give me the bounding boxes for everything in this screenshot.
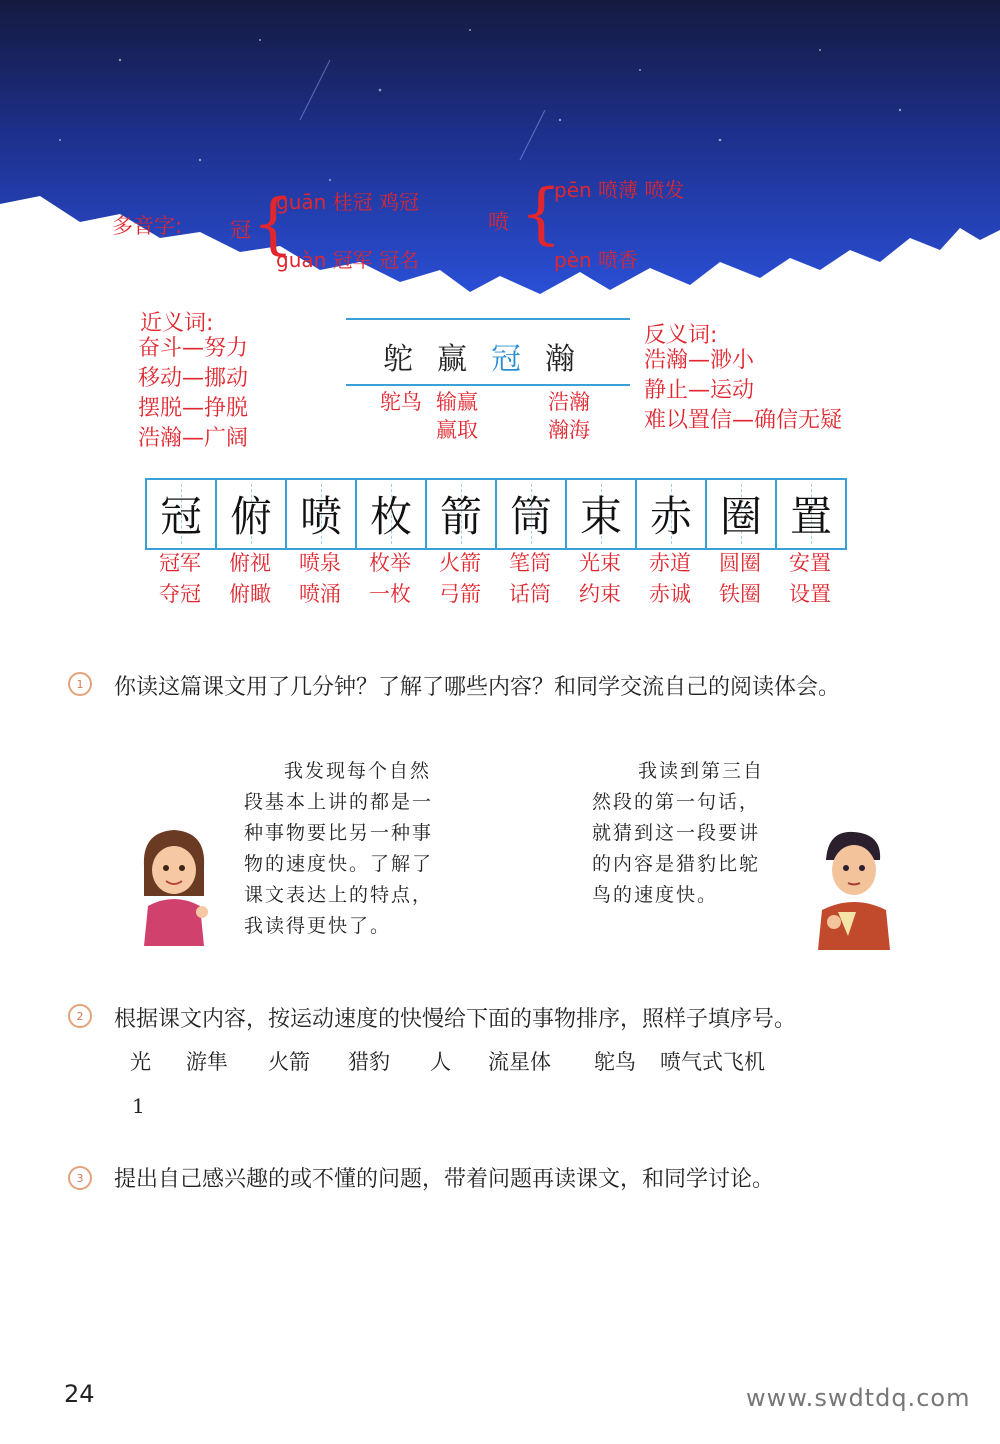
bubble-line: 课文表达上的特点， — [244, 884, 434, 906]
guan-reading-1: guān 桂冠 鸡冠 — [276, 190, 420, 214]
sort-item: 喷气式飞机 — [660, 1050, 765, 1074]
bubble-line: 物的速度快。了解了 — [244, 853, 434, 875]
question-3: 提出自己感兴趣的或不懂的问题，带着问题再读课文，和同学讨论。 — [114, 1167, 775, 1192]
synonym-item: 移动—挪动 — [138, 366, 249, 391]
bubble-line: 我读得更快了。 — [244, 915, 392, 937]
synonyms-title: 近义词: — [140, 311, 214, 336]
grid-cell: 箭 — [427, 480, 497, 548]
synonym-item: 奋斗—努力 — [138, 336, 249, 361]
antonyms-title: 反义词: — [644, 323, 718, 348]
word-column: 冠军 夺冠 — [159, 551, 201, 606]
brace-left-1: { — [252, 185, 294, 262]
recognize-word: 输赢 — [436, 390, 478, 414]
word-column: 火箭 弓箭 — [439, 551, 481, 606]
sort-item: 人 — [430, 1050, 451, 1074]
page-number: 24 — [64, 1380, 95, 1408]
recognize-chars — [383, 334, 575, 378]
synonym-item: 浩瀚—广阔 — [138, 426, 249, 451]
grid-cell: 束 — [567, 480, 637, 548]
antonym-item: 难以置信—确信无疑 — [644, 408, 843, 433]
girl-speech-bubble — [244, 756, 484, 942]
bubble-line: 种事物要比另一种事 — [244, 822, 434, 844]
word-column: 光束 约束 — [579, 551, 621, 606]
question-1: 你读这篇课文用了几分钟？了解了哪些内容？和同学交流自己的阅读体会。 — [114, 675, 841, 700]
bubble-line: 然段的第一句话， — [592, 791, 761, 813]
brace-left-2: { — [520, 175, 562, 252]
grid-cell: 赤 — [637, 480, 707, 548]
sort-items — [130, 1046, 765, 1076]
sort-example-number: 1 — [132, 1094, 145, 1118]
bubble-line: 段基本上讲的都是一 — [244, 791, 434, 813]
recognize-word: 鸵鸟 — [380, 390, 422, 414]
question-2: 根据课文内容，按运动速度的快慢给下面的事物排序，照样子填序号。 — [114, 1007, 797, 1032]
recognize-char-highlight: 冠 — [491, 342, 521, 377]
sort-item: 鸵鸟 — [594, 1050, 636, 1074]
pen-reading-1: pēn 喷薄 喷发 — [554, 178, 685, 202]
recognize-char: 赢 — [437, 342, 467, 377]
bubble-line: 鸟的速度快。 — [592, 884, 719, 906]
sort-item: 火箭 — [268, 1050, 310, 1074]
antonym-item: 浩瀚—渺小 — [644, 348, 755, 373]
boy-illustration — [812, 826, 892, 950]
grid-cell: 枚 — [357, 480, 427, 548]
sort-item: 猎豹 — [348, 1050, 390, 1074]
girl-illustration — [134, 826, 214, 946]
sort-item: 游隼 — [186, 1050, 228, 1074]
recognize-top-line — [346, 318, 630, 320]
bubble-line: 我发现每个自然 — [284, 760, 432, 782]
guan-reading-2: guàn 冠军 冠名 — [276, 248, 420, 272]
bubble-line: 的内容是猎豹比鸵 — [592, 853, 761, 875]
word-column: 安置 设置 — [789, 551, 831, 606]
bubble-line: 我读到第三自 — [638, 760, 765, 782]
word-column: 圆圈 铁圈 — [719, 551, 761, 606]
website-watermark: www.swdtdq.com — [746, 1384, 971, 1412]
writing-char-grid — [145, 478, 847, 550]
sort-item: 光 — [130, 1050, 151, 1074]
boy-speech-bubble — [592, 756, 812, 911]
polyphone-char-guan: 冠 — [230, 218, 251, 242]
word-column: 赤道 赤诚 — [649, 551, 691, 606]
grid-cell: 圈 — [707, 480, 777, 548]
polyphone-char-pen: 喷 — [488, 210, 509, 234]
word-examples — [145, 548, 845, 610]
sort-item: 流星体 — [488, 1050, 551, 1074]
bubble-line: 就猜到这一段要讲 — [592, 822, 761, 844]
question-3-icon: 3 — [68, 1166, 92, 1190]
word-column: 枚举 一枚 — [369, 551, 411, 606]
recognize-word: 浩瀚 — [548, 390, 590, 414]
recognize-word: 瀚海 — [548, 418, 590, 442]
recognize-char: 瀚 — [545, 342, 575, 377]
grid-cell: 置 — [777, 480, 845, 548]
night-sky-banner — [0, 0, 1000, 300]
word-column: 笔筒 话筒 — [509, 551, 551, 606]
synonyms-list — [138, 334, 248, 454]
recognize-word: 赢取 — [436, 418, 478, 442]
grid-cell: 俯 — [217, 480, 287, 548]
question-1-icon: 1 — [68, 672, 92, 696]
synonym-item: 摆脱—挣脱 — [138, 396, 249, 421]
word-column: 俯视 俯瞰 — [229, 551, 271, 606]
question-2-icon: 2 — [68, 1004, 92, 1028]
grid-cell: 冠 — [147, 480, 217, 548]
recognize-char: 鸵 — [383, 342, 413, 377]
grid-cell: 喷 — [287, 480, 357, 548]
antonyms-list — [644, 346, 842, 436]
antonym-item: 静止—运动 — [644, 378, 755, 403]
word-column: 喷泉 喷涌 — [299, 551, 341, 606]
pen-reading-2: pèn 喷香 — [554, 248, 639, 272]
polyphone-label: 多音字: — [112, 214, 183, 238]
grid-cell: 筒 — [497, 480, 567, 548]
